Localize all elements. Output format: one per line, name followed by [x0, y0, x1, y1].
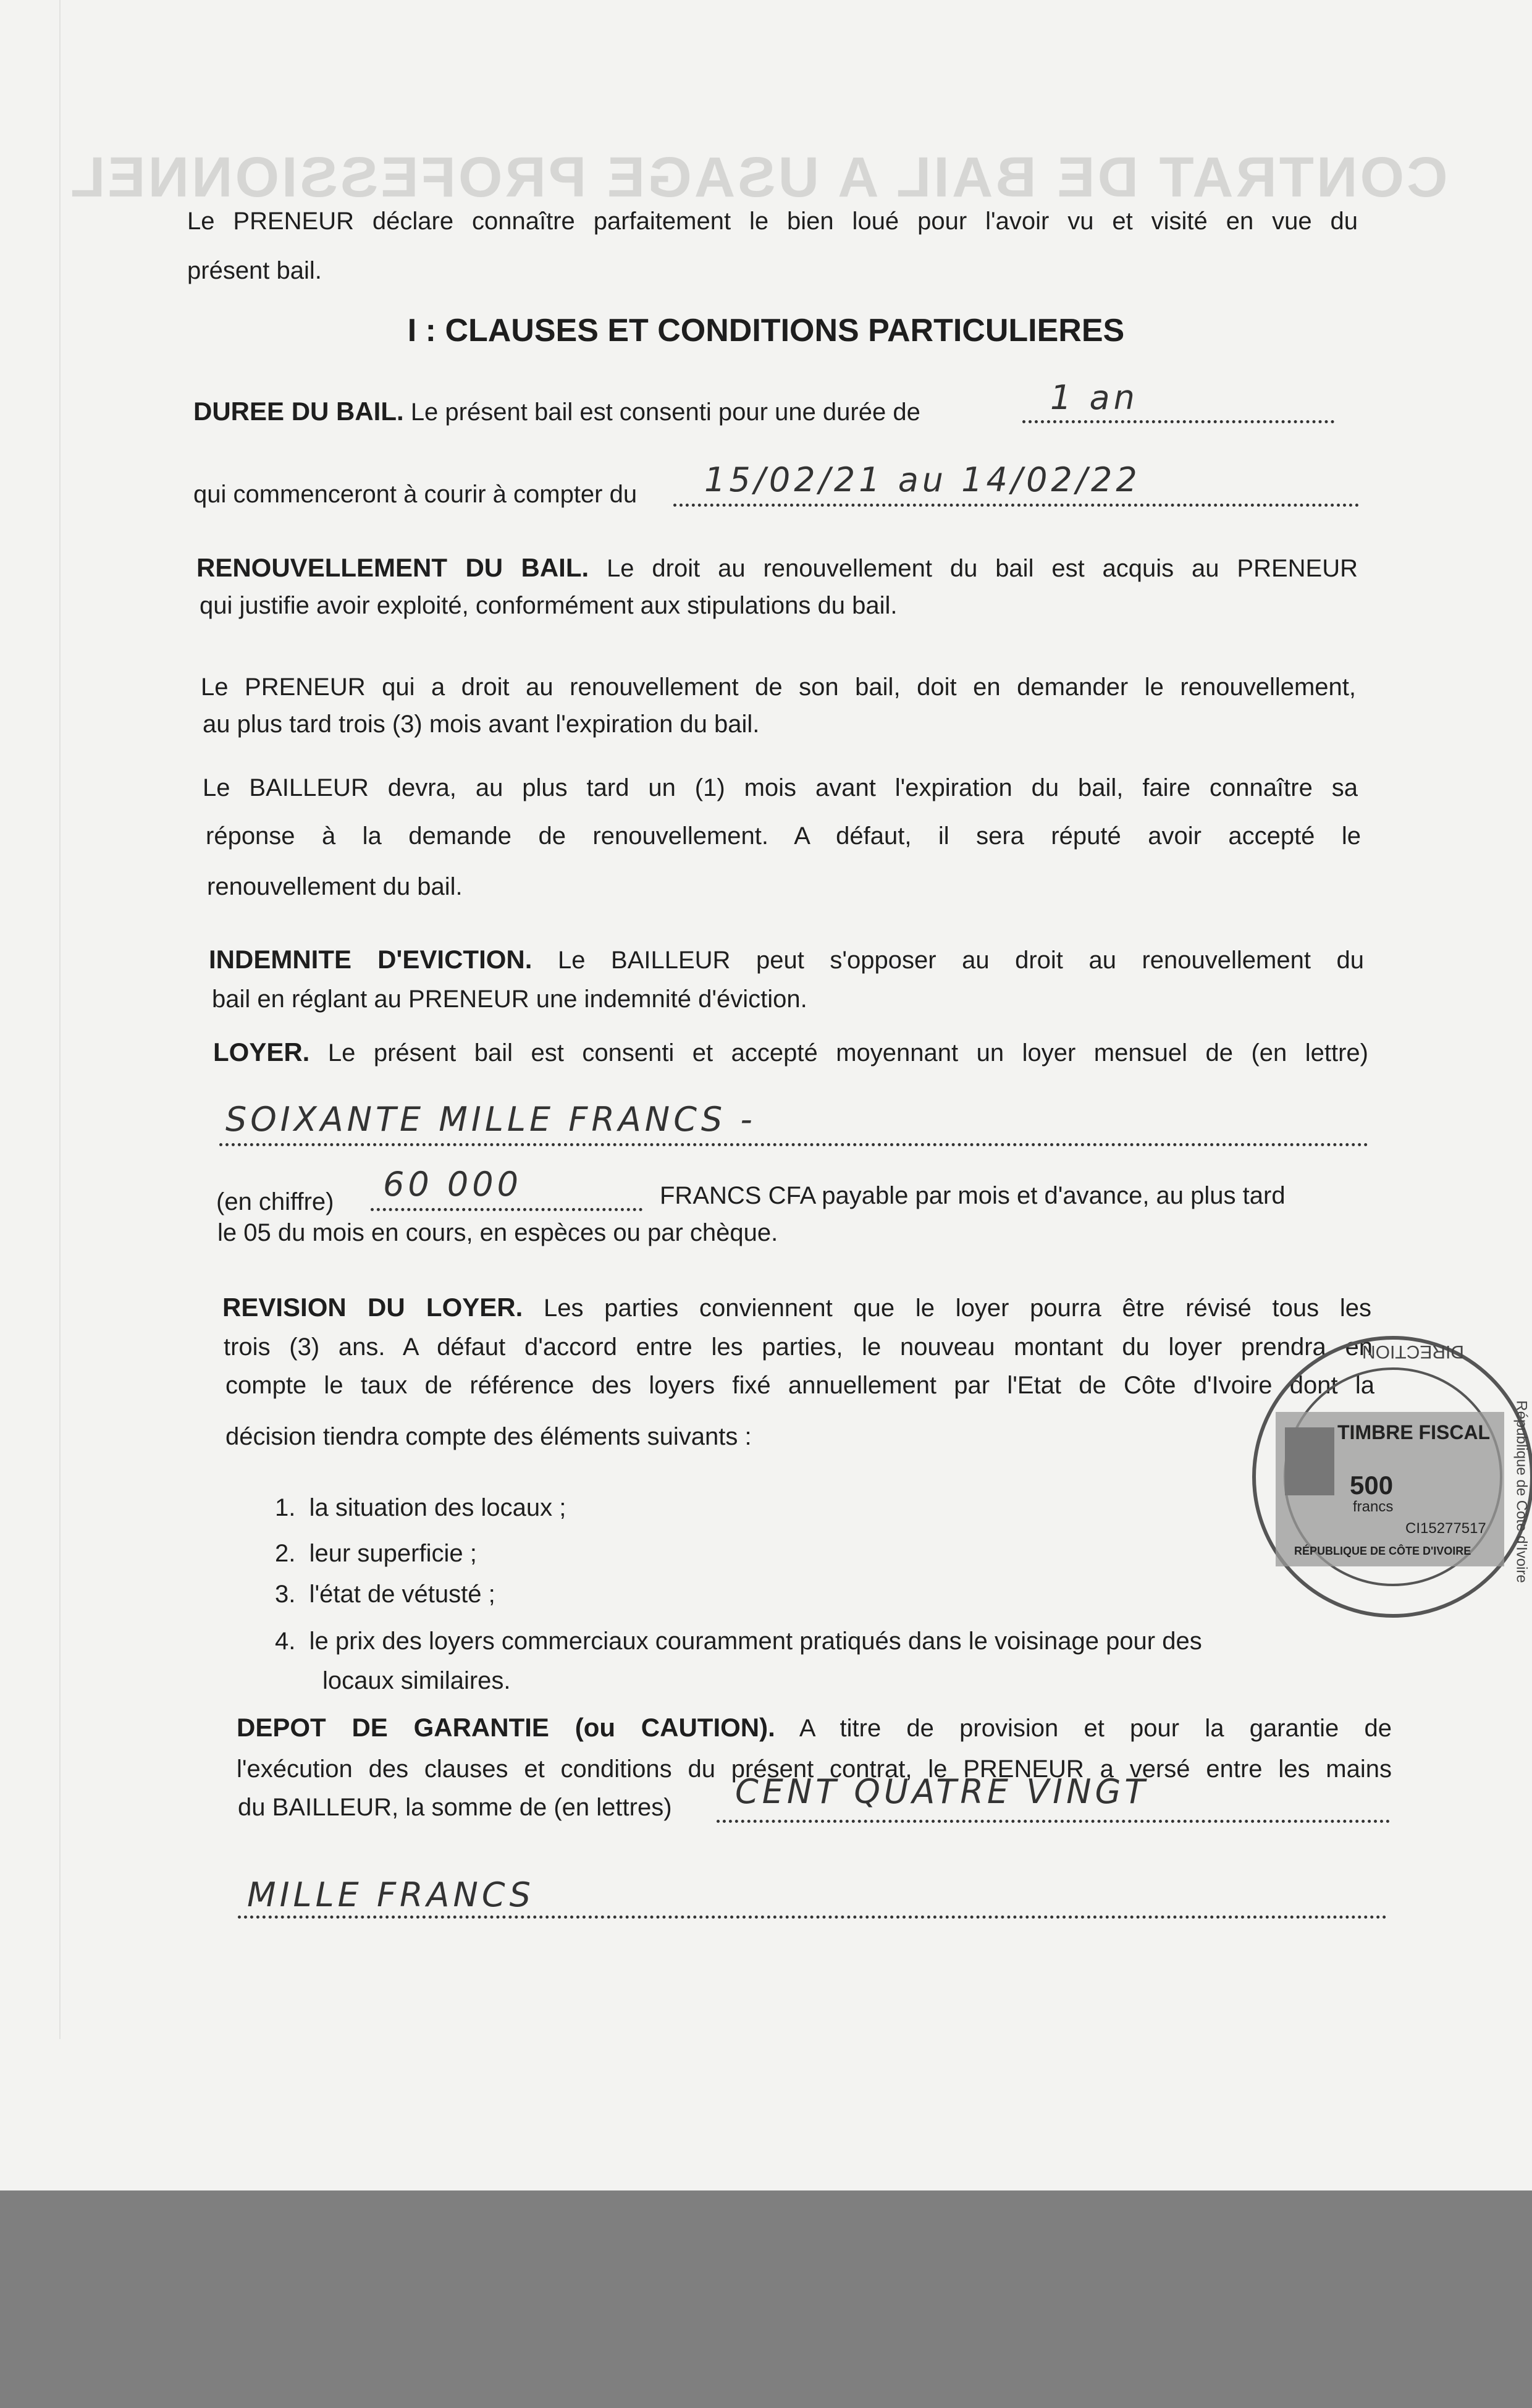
list-item [275, 1495, 566, 1520]
deposit-field-line-1 [717, 1820, 1390, 1823]
list-item [275, 1541, 477, 1566]
deposit-amount-field-1[interactable]: CENT QUATRE VINGT [735, 1772, 1149, 1811]
renouvellement-line-2: qui justifie avoir exploité, conformément aux stipulations du bail. [200, 592, 898, 619]
list-number: 1. [275, 1494, 296, 1521]
loyer-heading: LOYER. [213, 1037, 310, 1067]
stamp-title: TIMBRE FISCAL [1337, 1421, 1491, 1443]
list-text: le prix des loyers commerciaux couramment pratiqués dans le voisinage pour des [309, 1628, 1202, 1655]
intro-line-2: présent bail. [187, 257, 322, 284]
revision-line-3: compte le taux de référence des loyers fixé annuellement par l'Etat de Côte d'Ivoire dont la [225, 1372, 1374, 1399]
loyer-line-1 [213, 1039, 1368, 1065]
depot-line-2: l'exécution des clauses et conditions du présent contrat, le PRENEUR a versé entre les mains [237, 1755, 1392, 1783]
indemnite-heading: INDEMNITE D'EVICTION. [209, 945, 532, 974]
stamp-value: 500 [1350, 1471, 1394, 1500]
renouvellement-text: Le droit au renouvellement du bail est acquis au PRENEUR [607, 555, 1358, 582]
indemnite-text: Le BAILLEUR peut s'opposer au droit au renouvellement du [557, 947, 1364, 974]
list-text: la situation des locaux ; [309, 1494, 566, 1521]
renouvellement-line-1 [196, 555, 1358, 581]
renouvellement-p2-line-2: au plus tard trois (3) mois avant l'expiration du bail. [203, 711, 760, 738]
list-item [275, 1582, 495, 1607]
renouvellement-p3-line-3: renouvellement du bail. [207, 873, 463, 900]
dates-field-line [673, 504, 1359, 507]
amount-letters-line [219, 1143, 1368, 1146]
indemnite-line-1 [209, 947, 1364, 973]
duree-line-1 [193, 399, 920, 425]
section-title: I : CLAUSES ET CONDITIONS PARTICULIERES [407, 313, 1125, 349]
dates-field[interactable]: 15/02/21 au 14/02/22 [704, 460, 1141, 499]
deposit-amount-field-2[interactable]: MILLE FRANCS [247, 1875, 534, 1914]
stamp-serial: CI15277517 [1405, 1520, 1486, 1537]
fiscal-stamp [1226, 1335, 1532, 1631]
loyer-text: Le présent bail est consenti et accepté moyennant un loyer mensuel de (en lettre) [327, 1039, 1368, 1067]
depot-line-1 [237, 1715, 1392, 1741]
margin-line [59, 0, 61, 2039]
depot-line-3: du BAILLEUR, la somme de (en lettres) [238, 1794, 672, 1821]
duree-line-2: qui commenceront à courir à compter du [193, 481, 638, 508]
renouvellement-p3-line-1: Le BAILLEUR devra, au plus tard un (1) mois avant l'expiration du bail, faire connaître sa [203, 774, 1358, 801]
amount-letters-field[interactable]: SOIXANTE MILLE FRANCS - [225, 1100, 756, 1139]
stamp-unit: francs [1353, 1498, 1394, 1515]
stamp-country: RÉPUBLIQUE DE CÔTE D'IVOIRE [1294, 1545, 1471, 1557]
seal-text-side: République de Côte d'Ivoire [1513, 1400, 1530, 1583]
depot-heading: DEPOT DE GARANTIE (ou CAUTION). [237, 1713, 775, 1742]
list-item [275, 1629, 1202, 1654]
list-number: 2. [275, 1540, 296, 1567]
list-text: leur superficie ; [309, 1540, 477, 1567]
ghost-title-bleedthrough: CONTRAT DE BAIL A USAGE PROFESSIONNEL [68, 146, 1448, 209]
renouvellement-heading: RENOUVELLEMENT DU BAIL. [196, 553, 589, 582]
amount-figures-line [371, 1208, 642, 1211]
list-number: 4. [275, 1628, 296, 1655]
seal-text-top: DIRECTION [1362, 1341, 1464, 1362]
revision-text: Les parties conviennent que le loyer pourra être révisé tous les [544, 1295, 1371, 1322]
amount-figures-field[interactable]: 60 000 [383, 1165, 522, 1204]
indemnite-line-2: bail en réglant au PRENEUR une indemnité d'éviction. [212, 986, 807, 1013]
revision-line-4: décision tiendra compte des éléments suivants : [225, 1423, 752, 1450]
duree-text: Le présent bail est consenti pour une durée de [410, 399, 920, 426]
list-number: 3. [275, 1581, 296, 1608]
stamp-emblem [1285, 1427, 1334, 1495]
loyer-line-4: le 05 du mois en cours, en espèces ou par chèque. [217, 1219, 778, 1246]
renouvellement-p3-line-2: réponse à la demande de renouvellement. A défaut, il sera réputé avoir accepté le [206, 822, 1361, 850]
depot-text: A titre de provision et pour la garantie de [799, 1715, 1392, 1742]
revision-heading: REVISION DU LOYER. [222, 1293, 523, 1322]
list-item-4-continued: locaux similaires. [322, 1667, 511, 1694]
duree-heading: DUREE DU BAIL. [193, 397, 404, 426]
revision-line-1 [222, 1295, 1371, 1320]
deposit-field-line-2 [238, 1916, 1387, 1919]
intro-line-1: Le PRENEUR déclare connaître parfaitement le bien loué pour l'avoir vu et visité en vue du [187, 208, 1358, 235]
renouvellement-p2-line-1: Le PRENEUR qui a droit au renouvellement de son bail, doit en demander le renouvellement, [201, 674, 1356, 701]
duration-field[interactable]: 1 an [1050, 378, 1138, 417]
chiffre-label: (en chiffre) [216, 1188, 334, 1215]
list-text: l'état de vétusté ; [309, 1581, 495, 1608]
loyer-line-3: FRANCS CFA payable par mois et d'avance, au plus tard [660, 1182, 1286, 1209]
revision-line-2: trois (3) ans. A défaut d'accord entre les parties, le nouveau montant du loyer prendra en [224, 1333, 1373, 1361]
duration-field-line [1022, 420, 1334, 423]
